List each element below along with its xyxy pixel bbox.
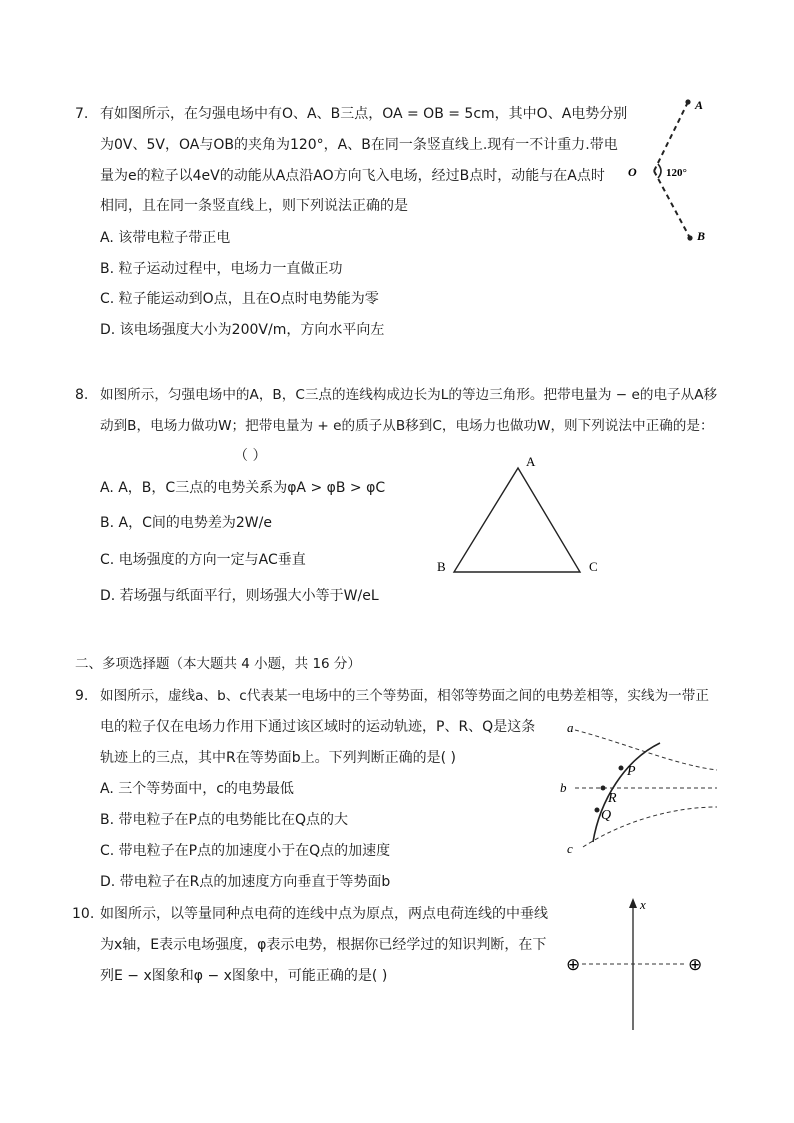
section-title-multiple-choice: 二、多项选择题（本大题共 4 小题，共 16 分） xyxy=(75,656,361,672)
q9-label-r: R xyxy=(608,791,617,806)
q9-point-q xyxy=(595,808,600,813)
q8-option-d[interactable]: D. 若场强与纸面平行，则场强大小等于W/eL xyxy=(100,588,379,604)
q10-x-axis-arrow xyxy=(629,898,637,908)
q8-label-c: C xyxy=(589,559,598,574)
q8-number: 8. xyxy=(75,387,89,403)
q7-label-angle: 120° xyxy=(666,167,687,179)
q7-label-o: O xyxy=(628,165,637,179)
q8-option-c[interactable]: C. 电场强度的方向一定与AC垂直 xyxy=(100,552,306,568)
q10-number: 10. xyxy=(72,906,95,922)
q9-number: 9. xyxy=(75,688,89,704)
q8-stem-line-2: 动到B，电场力做功W；把带电量为 + e的质子从B移到C，电场力也做功W，则下列说法中正确的是： xyxy=(100,418,714,434)
q7-label-a: A xyxy=(695,98,704,112)
q10-charge-left: ⊕ xyxy=(566,955,581,974)
q9-point-r xyxy=(601,786,606,791)
q8-stem-line-1: 如图所示，匀强电场中的A，B，C三点的连线构成边长为L的等边三角形。把带电量为 − e的电子从A移 xyxy=(100,387,718,403)
q9-label-p: P xyxy=(627,764,636,779)
q7-stem-line-2: 为0V、5V，OA与OB的夹角为120°，A、B在同一条竖直线上.现有一不计重力.带电 xyxy=(100,137,618,153)
q9-point-p xyxy=(619,766,624,771)
q7-figure-angle-diagram xyxy=(620,92,720,252)
q9-stem-line-1: 如图所示，虚线a、b、c代表某一电场中的三个等势面，相邻等势面之间的电势差相等，实线为一带正 xyxy=(100,688,709,704)
q7-option-d[interactable]: D. 该电场强度大小为200V/m，方向水平向左 xyxy=(100,322,385,338)
q8-answer-blank: （ ） xyxy=(234,448,267,464)
q7-point-b xyxy=(687,235,692,240)
q9-option-a[interactable]: A. 三个等势面中，c的电势最低 xyxy=(100,781,294,797)
q10-stem-line-1: 如图所示，以等量同种点电荷的连线中点为原点，两点电荷连线的中垂线 xyxy=(100,906,548,922)
q9-trajectory xyxy=(593,743,660,842)
q10-stem-line-3: 列E − x图象和φ − x图象中，可能正确的是( ) xyxy=(100,968,388,984)
q8-figure-triangle xyxy=(430,450,610,580)
q8-option-b[interactable]: B. A，C间的电势差为2W/e xyxy=(100,515,272,531)
q9-stem-line-3: 轨迹上的三点，其中R在等势面b上。下列判断正确的是( ) xyxy=(100,750,456,766)
q9-option-b[interactable]: B. 带电粒子在P点的电势能比在Q点的大 xyxy=(100,812,348,828)
q7-stem-line-1: 有如图所示，在匀强电场中有O、A、B三点，OA = OB = 5cm，其中O、A电势分别 xyxy=(100,106,628,122)
q9-label-a: a xyxy=(567,720,574,735)
q10-charge-right: ⊕ xyxy=(688,955,703,974)
q9-stem-line-2: 电的粒子仅在电场力作用下通过该区域时的运动轨迹，P、R、Q是这条 xyxy=(100,719,536,735)
q8-option-a[interactable]: A. A，B，C三点的电势关系为φA > φB > φC xyxy=(100,480,386,496)
q7-option-a[interactable]: A. 该带电粒子带正电 xyxy=(100,230,231,246)
q7-option-c[interactable]: C. 粒子能运动到O点，且在O点时电势能为零 xyxy=(100,291,379,307)
q10-figure-charges xyxy=(560,895,720,1035)
q9-equipotential-a xyxy=(575,730,717,770)
q8-label-a: A xyxy=(526,454,536,469)
q10-stem-line-2: 为x轴，E表示电场强度，φ表示电势，根据你已经学过的知识判断，在下 xyxy=(100,937,547,953)
q9-figure-equipotential xyxy=(555,715,725,865)
q9-label-c: c xyxy=(567,841,573,856)
q9-label-b: b xyxy=(560,780,567,795)
q7-label-b: B xyxy=(697,229,706,243)
q7-stem-line-4: 相同，且在同一条竖直线上，则下列说法正确的是 xyxy=(100,198,408,214)
q9-label-q: Q xyxy=(601,808,612,823)
q7-stem-line-3: 量为e的粒子以4eV的动能从A点沿AO方向飞入电场，经过B点时，动能与在A点时 xyxy=(100,168,605,184)
q10-label-x: x xyxy=(640,897,646,912)
q9-option-c[interactable]: C. 带电粒子在P点的加速度小于在Q点的加速度 xyxy=(100,843,391,859)
q7-number: 7. xyxy=(75,106,89,122)
q7-point-a xyxy=(685,99,690,104)
q9-option-d[interactable]: D. 带电粒子在R点的加速度方向垂直于等势面b xyxy=(100,874,391,890)
q8-label-b: B xyxy=(437,559,446,574)
q7-option-b[interactable]: B. 粒子运动过程中，电场力一直做正功 xyxy=(100,261,343,277)
